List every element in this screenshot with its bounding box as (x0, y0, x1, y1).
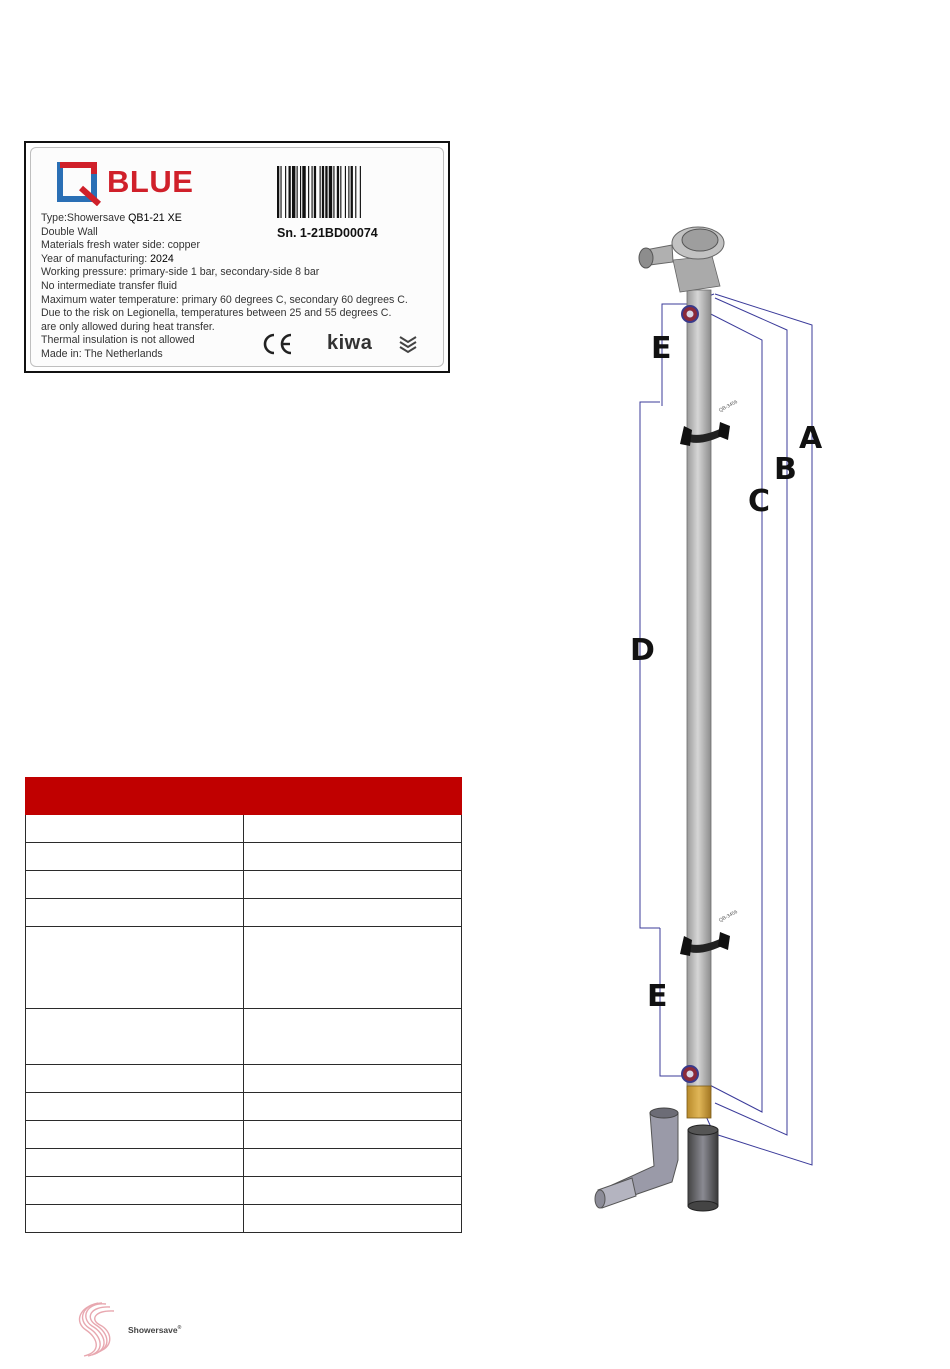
barcode-bar (325, 166, 327, 218)
kiwa-logo-icon (399, 334, 417, 354)
barcode-bar (292, 166, 295, 218)
top-connector (682, 306, 698, 322)
table-row (26, 1093, 462, 1121)
label-line (41, 239, 408, 253)
table-row (26, 1177, 462, 1205)
barcode-bar (302, 166, 305, 218)
barcode-bar (351, 166, 353, 218)
label-line-key: Made in: The Netherlands (41, 347, 163, 360)
barcode-bar (285, 166, 286, 218)
showersave-logo-icon (76, 1300, 120, 1358)
label-line (41, 280, 408, 294)
label-line-key: are only allowed during heat transfer. (41, 320, 215, 333)
label-line (41, 212, 408, 226)
label-line-key: Materials fresh water side: copper (41, 239, 200, 252)
label-line-value: QB1-21 XE (128, 212, 182, 224)
bottom-connector (682, 1066, 698, 1082)
main-pipe (687, 290, 711, 1090)
label-line-key: No intermediate transfer fluid (41, 279, 178, 292)
dimension-label-c: C (748, 484, 771, 519)
barcode-bar (280, 166, 281, 218)
table-row (26, 1205, 462, 1233)
dimension-label-d: D (630, 633, 655, 668)
table-row (26, 815, 462, 843)
label-line-key: Thermal insulation is not allowed (41, 334, 195, 347)
bottom-fittings (595, 1108, 718, 1211)
barcode-bar (329, 166, 332, 218)
label-line-key: Double Wall (41, 225, 98, 238)
dimension-label-e-top: E (651, 331, 672, 366)
footer-brand: Showersave® (128, 1325, 182, 1335)
label-line-key: Type:Showersave (41, 212, 126, 224)
ce-mark-text: CE (261, 332, 263, 333)
drain-head (639, 227, 724, 292)
label-line-key: Maximum water temperature: primary 60 degrees C, secondary 60 degrees C. (41, 293, 408, 306)
label-line-key: Year of manufacturing: (41, 252, 148, 265)
barcode-bar (348, 166, 349, 218)
brand-name: BLUE (107, 164, 194, 199)
lower-clip-label: QB-3456 (718, 909, 739, 924)
label-line (41, 307, 408, 321)
rating-label-card (30, 147, 444, 367)
table-row (26, 1065, 462, 1093)
barcode-bar (320, 166, 321, 218)
barcode-bar (312, 166, 313, 218)
ce-mark-icon (261, 332, 295, 356)
barcode-bar (289, 166, 291, 218)
qblue-logo-icon (57, 160, 103, 206)
label-line (41, 294, 408, 308)
installation-drawing (580, 200, 870, 1220)
label-line-key: Working pressure: primary-side 1 bar, secondary-side 8 bar (41, 266, 320, 279)
barcode-bar (322, 166, 324, 218)
dimension-label-b: B (774, 452, 797, 487)
rating-label (24, 141, 450, 373)
table-row (26, 1121, 462, 1149)
upper-clip-label: QB-3456 (718, 399, 739, 414)
barcode-bar (340, 166, 341, 218)
barcode-bar (277, 166, 279, 218)
barcode-bar (355, 166, 356, 218)
dimension-label-a: A (799, 421, 823, 456)
table-row (26, 843, 462, 871)
barcode-bar (314, 166, 316, 218)
table-row (26, 927, 462, 1009)
kiwa-logo (327, 332, 372, 356)
table-row (26, 871, 462, 899)
barcode-icon (277, 166, 413, 218)
table-row (26, 1009, 462, 1065)
table-header-row (26, 778, 462, 815)
table-row (26, 1149, 462, 1177)
label-line-value: 2024 (150, 252, 174, 265)
label-line (41, 266, 408, 280)
barcode-bar (300, 166, 301, 218)
barcode-bar (308, 166, 309, 218)
label-line (41, 253, 408, 267)
cert-brand: kiwa (327, 332, 373, 354)
barcode-bar (333, 166, 334, 218)
spec-table (25, 777, 462, 1233)
copper-pipe (687, 1086, 711, 1118)
label-line (41, 226, 408, 240)
barcode-bar (297, 166, 298, 218)
serial-number: Sn. 1-21BD00074 (277, 226, 378, 240)
label-line-key: Due to the risk on Legionella, temperatures between 25 and 55 degrees C. (41, 307, 392, 320)
table-row (26, 899, 462, 927)
barcode-bar (360, 166, 361, 218)
barcode-bar (345, 166, 346, 218)
dimension-label-e-bottom: E (647, 979, 668, 1014)
barcode-bar (337, 166, 339, 218)
